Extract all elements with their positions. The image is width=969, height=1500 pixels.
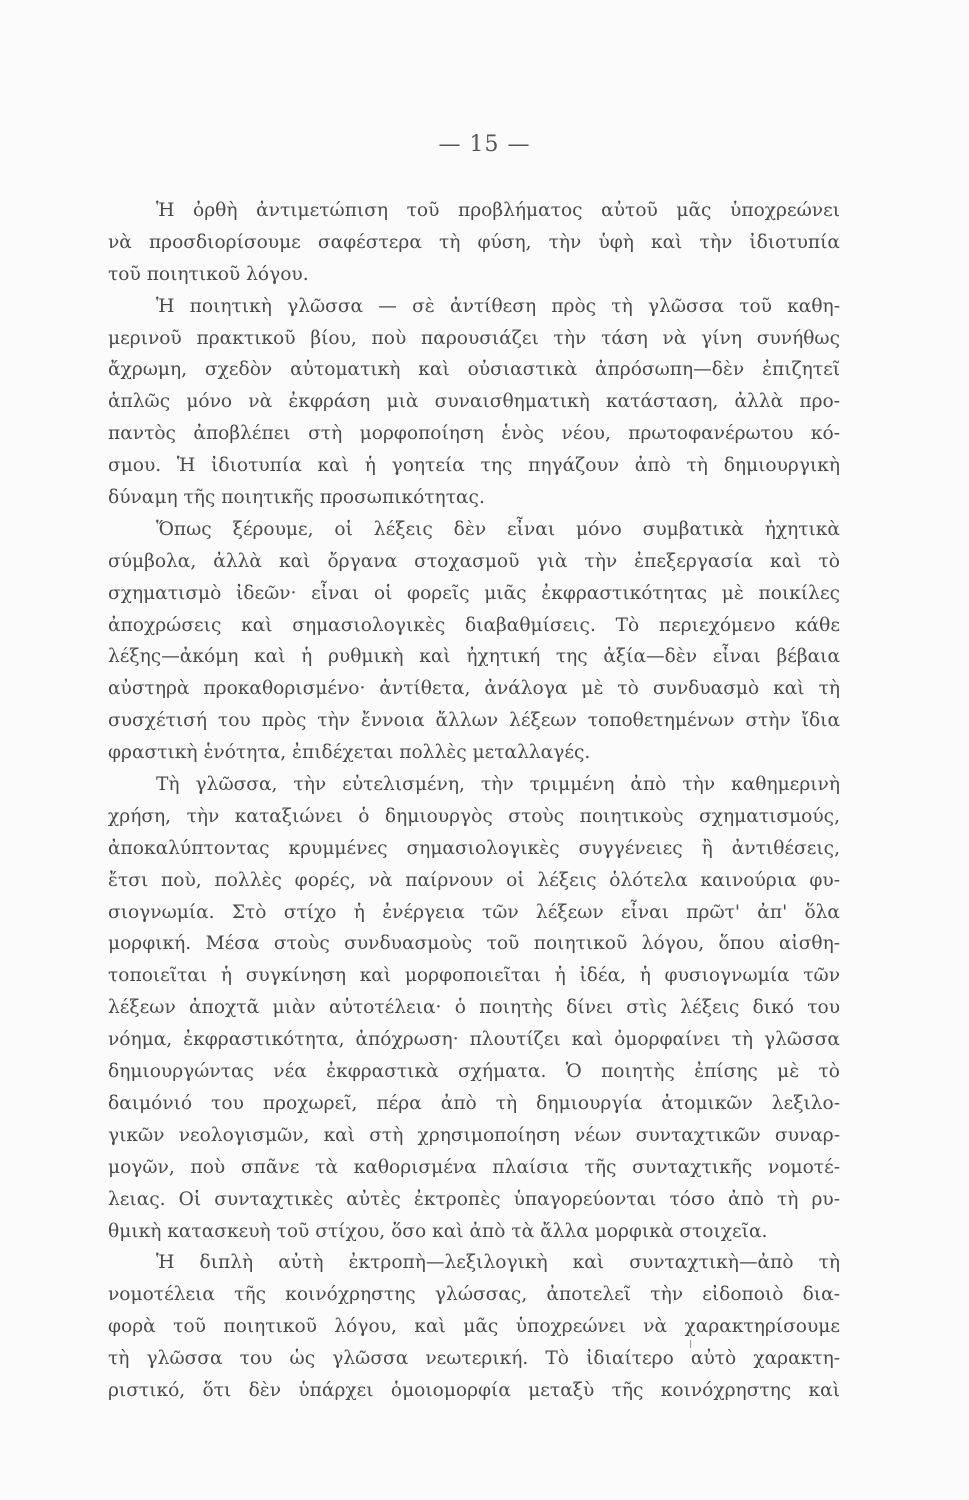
text-line: Ἡ ὀρθὴ ἀντιμετώπιση τοῦ προβλήματος αὐτοῦ μᾶς ὑποχρεώνει [156,200,840,221]
text-line: λέξεων ἀποχτᾶ μιὰν αὐτοτέλεια· ὁ ποιητὴς δίνει στὶς λέξεις δικό του [108,997,840,1019]
text-line: δύναμη τῆς ποιητικῆς προσωπικότητας. [108,487,485,509]
text-line: ἀποχρώσεις καὶ σημασιολογικὲς διαβαθμίσεις. Τὸ περιεχόμενο κάθε [108,614,840,636]
text-line: ἀποκαλύπτοντας κρυμμένες σημασιολογικὲς συγγένειες ἢ ἀντιθέσεις, [108,837,840,859]
text-line: συσχέτισή του πρὸς τὴν ἔννοια ἄλλων λέξεων τοποθετημένων στὴν ἴδια [108,710,840,732]
text-line: φραστικὴ ἑνότητα, ἐπιδέχεται πολλὲς μεταλλαγές. [108,742,591,764]
text-line: ἄχρωμη, σχεδὸν αὐτοματικὴ καὶ οὐσιαστικὰ ἀπρόσωπη—δὲν ἐπιζητεῖ [108,359,840,381]
text-line: δημιουργώντας νέα ἐκφραστικὰ σχήματα. Ὁ ποιητὴς ἐπίσης μὲ τὸ [108,1061,840,1083]
text-line: γικῶν νεολογισμῶν, καὶ στὴ χρησιμοποίηση νέων συνταχτικῶν συναρ- [108,1124,840,1146]
text-line: νόημα, ἐκφραστικότητα, ἀπόχρωση· πλουτίζει καὶ ὀμορφαίνει τὴ γλῶσσα [108,1029,840,1051]
text-line: μερινοῦ πρακτικοῦ βίου, ποὺ παρουσιάζει τὴν τάση νὰ γίνη συνήθως [108,327,840,349]
text-line: τοποιεῖται ἡ συγκίνηση καὶ μορφοποιεῖται ἡ ἰδέα, ἡ φυσιογνωμία τῶν [108,965,840,987]
text-line: φορὰ τοῦ ποιητικοῦ λόγου, καὶ μᾶς ὑποχρεώνει νὰ χαρακτηρίσουμε [108,1316,840,1338]
text-line: λειας. Οἱ συνταχτικὲς αὐτὲς ἐκτροπὲς ὑπαγορεύονται τόσο ἀπὸ τὴ ρυ- [108,1188,840,1210]
text-line: ριστικό, ὅτι δὲν ὑπάρχει ὁμοιομορφία μεταξὺ τῆς κοινόχρηστης καὶ [108,1379,840,1401]
text-line: νὰ προσδιορίσουμε σαφέστερα τὴ φύση, τὴν ὑφὴ καὶ τὴν ἰδιοτυπία [108,231,840,253]
text-line: μογῶν, ποὺ σπᾶνε τὰ καθορισμένα πλαίσια τῆς συνταχτικῆς νομοτέ- [108,1156,840,1178]
text-line: αὐστηρὰ προκαθορισμένο· ἀντίθετα, ἀνάλογα μὲ τὸ συνδυασμὸ καὶ τὴ [108,678,840,700]
text-line: Ὅπως ξέρουμε, οἱ λέξεις δὲν εἶναι μόνο συμβατικὰ ἠχητικὰ [156,518,840,540]
text-line: ἁπλῶς μόνο νὰ ἐκφράση μιὰ συναισθηματικὴ κατάσταση, ἀλλὰ προ- [108,391,840,413]
text-line: Ἡ διπλὴ αὐτὴ ἐκτροπὴ—λεξιλογικὴ καὶ συνταχτικὴ—ἀπὸ τὴ [156,1252,840,1274]
text-line: Τὴ γλῶσσα, τὴν εὐτελισμένη, τὴν τριμμένη ἀπὸ τὴν καθημερινὴ [156,774,840,796]
text-line: χρήση, τὴν καταξιώνει ὁ δημιουργὸς στοὺς ποιητικοὺς σχηματισμούς, [108,805,840,827]
text-line: δαιμόνιό του προχωρεῖ, πέρα ἀπὸ τὴ δημιουργία ἀτομικῶν λεξιλο- [108,1092,840,1114]
text-line: σχηματισμὸ ἰδεῶν· εἶναι οἱ φορεῖς μιᾶς ἐκφραστικότητας μὲ ποικίλες [108,582,840,604]
print-speck [690,1340,691,1348]
text-line: μορφική. Μέσα στοὺς συνδυασμοὺς τοῦ ποιητικοῦ λόγου, ὅπου αἰσθη- [108,933,840,955]
text-line: Ἡ ποιητικὴ γλῶσσα — σὲ ἀντίθεση πρὸς τὴ γλῶσσα τοῦ καθη- [156,295,840,317]
text-line: θμικὴ κατασκευὴ τοῦ στίχου, ὅσο καὶ ἀπὸ τὰ ἄλλα μορφικὰ στοιχεῖα. [108,1220,768,1242]
text-line: τοῦ ποιητικοῦ λόγου. [108,263,309,285]
text-line: τὴ γλῶσσα του ὡς γλῶσσα νεωτερική. Τὸ ἰδιαίτερο αὐτὸ χαρακτη- [108,1348,840,1370]
text-line: σμου. Ἡ ἰδιοτυπία καὶ ἡ γοητεία της πηγάζουν ἀπὸ τὴ δημιουργικὴ [108,455,840,477]
text-line: παντὸς ἀποβλέπει στὴ μορφοποίηση ἑνὸς νέου, πρωτοφανέρωτου κό- [108,423,840,445]
text-line: σιογνωμία. Στὸ στίχο ἡ ἐνέργεια τῶν λέξεων εἶναι πρῶτ' ἀπ' ὅλα [108,901,840,923]
text-line: ἔτσι ποὺ, πολλὲς φορές, νὰ παίρνουν οἱ λέξεις ὁλότελα καινούρια φυ- [108,869,840,891]
body-text [108,195,840,1407]
text-line: λέξης—ἀκόμη καὶ ἡ ρυθμικὴ καὶ ἠχητική της ἀξία—δὲν εἶναι βέβαια [108,646,840,668]
text-line: νομοτέλεια τῆς κοινόχρηστης γλώσσας, ἀποτελεῖ τὴν εἰδοποιὸ δια- [108,1284,840,1306]
page-number: — 15 — [438,132,531,157]
text-line: σύμβολα, ἀλλὰ καὶ ὄργανα στοχασμοῦ γιὰ τὴν ἐπεξεργασία καὶ τὸ [108,550,840,572]
